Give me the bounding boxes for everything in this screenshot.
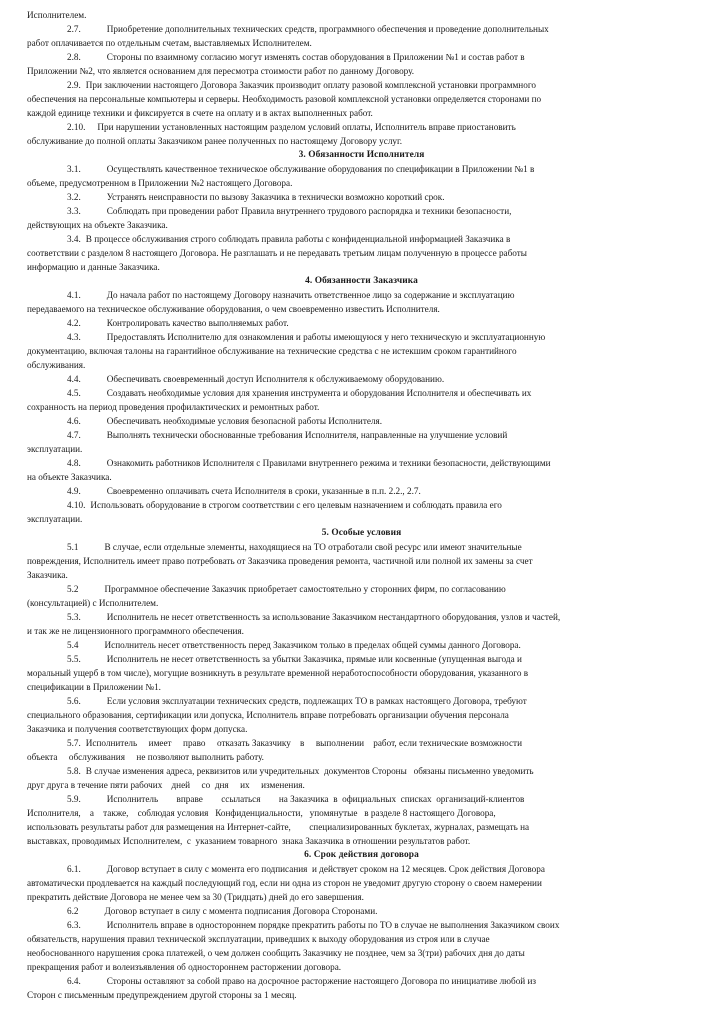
clause-line bbox=[27, 722, 696, 736]
clause-text: и так же не лицензионного программного обеспечения. bbox=[27, 626, 244, 636]
clause-text: обслуживание до полной оплаты Заказчиком ранее полученных по настоящему Договору услуг. bbox=[27, 136, 403, 146]
clause-text: Стороны оставляют за собой право на досрочное расторжение настоящего Договора по инициативе любой из bbox=[106, 976, 537, 986]
clause-number: 2.8. bbox=[67, 52, 81, 62]
clause-number: 5.7. bbox=[67, 738, 81, 748]
clause-text: Исполнитель вправе в одностороннем порядке прекратить работы по ТО в случае не выполнения Заказчиком своих bbox=[106, 920, 560, 930]
clause-text: соответствии с разделом 8 настоящего Договора. Не разглашать и не передавать третьим лицам полученную в процессе работы bbox=[27, 248, 527, 258]
clause-line-first bbox=[27, 78, 696, 92]
clause-text: работ оплачивается по отдельным счетам, выставляемых Исполнителем. bbox=[27, 38, 312, 48]
clause-line-first bbox=[27, 974, 696, 988]
clause-text: Использовать оборудование в строгом соответствии с его целевым назначением и соблюдать правила его bbox=[90, 500, 502, 510]
clause-line-first bbox=[27, 694, 696, 708]
clause-line-first bbox=[27, 582, 696, 596]
clause-line bbox=[27, 470, 696, 484]
clause-line-first bbox=[27, 918, 696, 932]
clause-line-first bbox=[27, 540, 696, 554]
clause-text: Создавать необходимые условия для хранения инструмента и оборудования Исполнителя и обеспечивать их bbox=[106, 388, 532, 398]
clause-line bbox=[27, 358, 696, 372]
clause-text: объеме, предусмотренном в Приложении №2 настоящего Договора. bbox=[27, 178, 293, 188]
clause-text: моральный ущерб в том числе), могущие возникнуть в результате временной неработоспособности оборудования, указанного в bbox=[27, 668, 529, 678]
clause-line bbox=[27, 750, 696, 764]
clause-line bbox=[27, 890, 696, 904]
clause-text: Исполнитель имеет право отказать Заказчику в выполнении работ, если технические возможности bbox=[85, 738, 522, 748]
clause-text: каждой единице техники и фиксируется в счете на оплату и в актах выполненных работ. bbox=[27, 108, 373, 118]
clause-line bbox=[27, 554, 696, 568]
clause-number: 2.10. bbox=[67, 122, 86, 132]
clause-text: Обеспечивать своевременный доступ Исполнителя к обслуживаемому оборудованию. bbox=[106, 374, 445, 384]
clause-number: 2.9. bbox=[67, 80, 81, 90]
clause-text: Заказчика и получения соответствующих форм допуска. bbox=[27, 724, 248, 734]
section-heading: 5. Особые условия bbox=[321, 528, 402, 538]
clause-number: 4.10. bbox=[67, 500, 86, 510]
clause-number: 3.2. bbox=[67, 192, 81, 202]
clause-line-first bbox=[27, 638, 696, 652]
clause-line-first bbox=[27, 22, 696, 36]
clause-line bbox=[27, 134, 696, 148]
clause-line bbox=[27, 36, 696, 50]
clause-text: Обеспечивать необходимые условия безопасной работы Исполнителя. bbox=[106, 416, 383, 426]
clause-number: 3.1. bbox=[67, 164, 81, 174]
clause-text: Сторон с письменным предупреждением другой стороны за 1 месяц. bbox=[27, 990, 297, 1000]
clause-text: Приложении №2, что является основанием для пересмотра стоимости работ по данному Договору. bbox=[27, 66, 415, 76]
clause-number: 4.7. bbox=[67, 430, 81, 440]
clause-text: действующих на объекте Заказчика. bbox=[27, 220, 168, 230]
clause-text: повреждения, Исполнитель имеет право потребовать от Заказчика проведения ремонта, частичной или полной их замены за счет bbox=[27, 556, 533, 566]
clause-line bbox=[27, 960, 696, 974]
clause-line bbox=[27, 988, 696, 1002]
clause-number: 6.3. bbox=[67, 920, 81, 930]
clause-text: (консультацией) с Исполнителем. bbox=[27, 598, 159, 608]
clause-number: 4.4. bbox=[67, 374, 81, 384]
clause-text: До начала работ по настоящему Договору назначить ответственное лицо за содержание и эксплуатацию bbox=[106, 290, 515, 300]
clause-text: Приобретение дополнительных технических средств, программного обеспечения и проведение дополнительных bbox=[106, 24, 549, 34]
clause-number: 5.4 bbox=[67, 640, 79, 650]
clause-number: 4.8. bbox=[67, 458, 81, 468]
clause-line-first bbox=[27, 862, 696, 876]
clause-line-first bbox=[27, 232, 696, 246]
clause-text: Устранять неисправности по вызову Заказчика в технически возможно короткий срок. bbox=[106, 192, 445, 202]
clause-text: Соблюдать при проведении работ Правила внутреннего трудового распорядка и техники безопасности, bbox=[106, 206, 512, 216]
clause-line-first bbox=[27, 316, 696, 330]
clause-text: Предоставлять Исполнителю для ознакомления и работы имеющуюся у него техническую и эксплуатационную bbox=[106, 332, 546, 342]
clause-text: сохранность на период проведения профилактических и ремонтных работ. bbox=[27, 402, 320, 412]
clause-line-first bbox=[27, 652, 696, 666]
clause-text: передаваемого на техническое обслуживание оборудования, о чем своевременно известить Исполнителя. bbox=[27, 304, 440, 314]
clause-line bbox=[27, 932, 696, 946]
clause-text: Исполнитель вправе ссылаться на Заказчика в официальных списках организаций-клиентов bbox=[106, 794, 525, 804]
clause-line bbox=[27, 946, 696, 960]
clause-text: Ознакомить работников Исполнителя с Правилами внутреннего режима и техники безопасности, действующими bbox=[106, 458, 551, 468]
orphan-line: Исполнителем. bbox=[27, 10, 87, 20]
clause-line bbox=[27, 106, 696, 120]
clause-line bbox=[27, 246, 696, 260]
clause-line-first bbox=[27, 736, 696, 750]
clause-number: 5.9. bbox=[67, 794, 81, 804]
clause-line-first bbox=[27, 386, 696, 400]
clause-text: Если условия эксплуатации технических средств, подлежащих ТО в рамках настоящего Договора, требуют bbox=[106, 696, 527, 706]
clause-line-first bbox=[27, 792, 696, 806]
clause-text: документацию, включая талоны на гарантийное обслуживание на технические средства с не истекшим сроком гарантийного bbox=[27, 346, 517, 356]
clause-line-first bbox=[27, 428, 696, 442]
clause-text: Своевременно оплачивать счета Исполнителя в сроки, указанные в п.п. 2.2., 2.7. bbox=[106, 486, 421, 496]
clause-number: 5.1 bbox=[67, 542, 79, 552]
clause-text: обслуживания. bbox=[27, 360, 86, 370]
clause-line-first bbox=[27, 764, 696, 778]
clause-line-first bbox=[27, 414, 696, 428]
clause-text: Исполнитель не несет ответственность за использование Заказчиком нестандартного оборудования, узлов и частей, bbox=[106, 612, 561, 622]
clause-number: 5.8. bbox=[67, 766, 81, 776]
clause-line bbox=[27, 596, 696, 610]
clause-line-first bbox=[27, 288, 696, 302]
clause-number: 6.1. bbox=[67, 864, 81, 874]
section-heading: 3. Обязанности Исполнителя bbox=[298, 150, 425, 160]
clause-line bbox=[27, 218, 696, 232]
clause-line-first bbox=[27, 484, 696, 498]
clause-text: прекратить действие Договора не менее чем за 30 (Тридцать) дней до его завершения. bbox=[27, 892, 364, 902]
clause-text: Исполнитель несет ответственность перед Заказчиком только в пределах общей суммы данного Договора. bbox=[104, 640, 521, 650]
clause-text: специального образования, сертификации или допуска, Исполнитель вправе потребовать организации обучения персонала bbox=[27, 710, 509, 720]
clause-text: При нарушении установленных настоящим разделом условий оплаты, Исполнитель вправе приостановить bbox=[97, 122, 516, 132]
clause-number: 4.2. bbox=[67, 318, 81, 328]
clause-number: 3.3. bbox=[67, 206, 81, 216]
clause-number: 4.6. bbox=[67, 416, 81, 426]
clause-number: 2.7. bbox=[67, 24, 81, 34]
clause-line bbox=[27, 512, 696, 526]
section-heading: 6. Срок действия договора bbox=[304, 850, 419, 860]
clause-text: на объекте Заказчика. bbox=[27, 472, 112, 482]
clause-text: Заказчика. bbox=[27, 570, 68, 580]
clause-line bbox=[27, 806, 696, 820]
clause-text: объекта обслуживания не позволяют выполнить работу. bbox=[27, 752, 264, 762]
clause-text: В случае, если отдельные элементы, находящиеся на ТО отработали свой ресурс или имеют значительные bbox=[104, 542, 522, 552]
clause-line bbox=[27, 820, 696, 834]
clause-line-first bbox=[27, 50, 696, 64]
clause-text: В случае изменения адреса, реквизитов или учредительных документов Стороны обязаны письменно уведомить bbox=[85, 766, 534, 776]
clause-text: обеспечения на персональные компьютеры и серверы. Необходимость разовой комплексной установки определяется сторонами по bbox=[27, 94, 542, 104]
document-body bbox=[27, 8, 696, 1002]
clause-text: спецификации в Приложении №1. bbox=[27, 682, 161, 692]
clause-line-first bbox=[27, 162, 696, 176]
clause-number: 4.3. bbox=[67, 332, 81, 342]
clause-number: 4.5. bbox=[67, 388, 81, 398]
clause-number: 6.2 bbox=[67, 906, 79, 916]
clause-line bbox=[27, 400, 696, 414]
clause-line-first bbox=[27, 498, 696, 512]
clause-line-first bbox=[27, 904, 696, 918]
clause-text: эксплуатации. bbox=[27, 444, 83, 454]
clause-text: друг друга в течение пяти рабочих дней со дня их изменения. bbox=[27, 780, 305, 790]
clause-line-first bbox=[27, 456, 696, 470]
clause-line bbox=[27, 176, 696, 190]
clause-line bbox=[27, 778, 696, 792]
clause-text: Контролировать качество выполняемых работ. bbox=[106, 318, 289, 328]
clause-text: Исполнителя, а также, соблюдая условия Конфиденциальности, упомянутые в разделе 8 настоящего Договора, bbox=[27, 808, 496, 818]
clause-text: использовать результаты работ для размещения на Интернет-сайте, специализированных буклетах, журналах, размещать на bbox=[27, 822, 530, 832]
clause-line-first bbox=[27, 610, 696, 624]
clause-number: 5.2 bbox=[67, 584, 79, 594]
clause-line bbox=[27, 666, 696, 680]
clause-line-first bbox=[27, 330, 696, 344]
clause-text: прекращения работ и волеизъявления об одностороннем расторжении договора. bbox=[27, 962, 342, 972]
clause-number: 6.4. bbox=[67, 976, 81, 986]
clause-line bbox=[27, 624, 696, 638]
clause-line-first bbox=[27, 190, 696, 204]
clause-line bbox=[27, 834, 696, 848]
clause-line bbox=[27, 876, 696, 890]
clause-text: Исполнитель не несет ответственность за убытки Заказчика, прямые или косвенные (упущенная выгода и bbox=[106, 654, 522, 664]
clause-text: В процессе обслуживания строго соблюдать правила работы с конфиденциальной информацией Заказчика в bbox=[85, 234, 511, 244]
clause-line bbox=[27, 442, 696, 456]
section-heading: 4. Обязанности Заказчика bbox=[305, 276, 418, 286]
clause-text: Программное обеспечение Заказчик приобретает самостоятельно у сторонних фирм, по согласованию bbox=[104, 584, 506, 594]
clause-number: 5.3. bbox=[67, 612, 81, 622]
clause-line bbox=[27, 302, 696, 316]
clause-text: Договор вступает в силу с момента его подписания и действует сроком на 12 месяцев. Срок действия Договора bbox=[106, 864, 545, 874]
clause-text: выставках, проводимых Исполнителем, с указанием товарного знака Заказчика в отношении результатов работ. bbox=[27, 836, 471, 846]
clause-line-first bbox=[27, 120, 696, 134]
clause-text: Договор вступает в силу с момента подписания Договора Сторонами. bbox=[104, 906, 378, 916]
clause-text: обязательств, нарушения правил технической эксплуатации, приведших к выходу оборудования из строя или в случае bbox=[27, 934, 490, 944]
clause-line bbox=[27, 64, 696, 78]
clause-text: эксплуатации. bbox=[27, 514, 83, 524]
clause-text: При заключении настоящего Договора Заказчик производит оплату разовой комплексной установки программного bbox=[85, 80, 536, 90]
clause-line bbox=[27, 708, 696, 722]
clause-line bbox=[27, 568, 696, 582]
clause-line bbox=[27, 344, 696, 358]
clause-line-first bbox=[27, 372, 696, 386]
clause-line-first bbox=[27, 204, 696, 218]
clause-number: 5.6. bbox=[67, 696, 81, 706]
clause-line bbox=[27, 260, 696, 274]
clause-text: автоматически продлевается на каждый последующий год, если ни одна из сторон не уведомит другую сторону о своем намерении bbox=[27, 878, 542, 888]
clause-line bbox=[27, 92, 696, 106]
clause-text: информацию и данные Заказчика. bbox=[27, 262, 160, 272]
clause-text: Осуществлять качественное техническое обслуживание оборудования по спецификации в Приложении №1 в bbox=[106, 164, 535, 174]
clause-text: Выполнять технически обоснованные требования Исполнителя, направленные на улучшение условий bbox=[106, 430, 508, 440]
clause-line bbox=[27, 680, 696, 694]
clause-number: 3.4. bbox=[67, 234, 81, 244]
clause-text: Стороны по взаимному согласию могут изменять состав оборудования в Приложении №1 и состав работ в bbox=[106, 52, 525, 62]
clause-number: 4.9. bbox=[67, 486, 81, 496]
clause-text: необоснованного нарушения срока платежей, о чем должен сообщить Заказчику не позднее, чем за 3(три) рабочих дня до даты bbox=[27, 948, 525, 958]
clause-number: 5.5. bbox=[67, 654, 81, 664]
clause-number: 4.1. bbox=[67, 290, 81, 300]
